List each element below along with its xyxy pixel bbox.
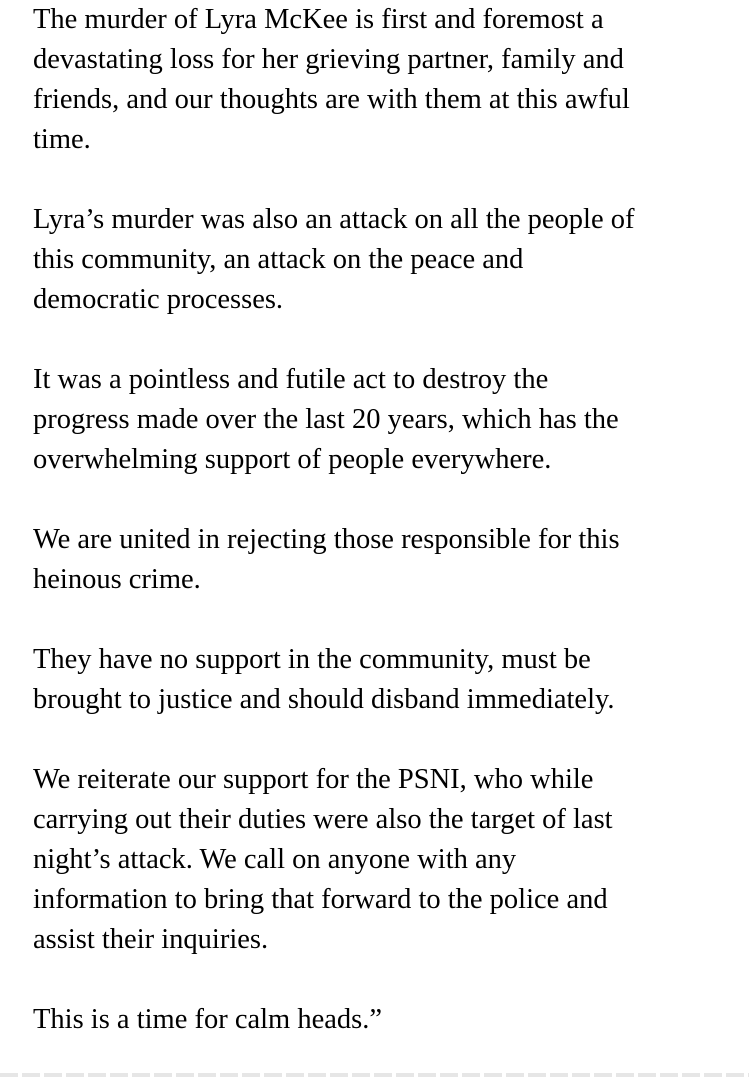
text-line: brought to justice and should disband immediately. — [33, 684, 615, 715]
statement-text — [33, 0, 733, 1080]
paragraph-2 — [33, 200, 733, 320]
text-line: carrying out their duties were also the target of last — [33, 804, 613, 835]
text-line: democratic processes. — [33, 284, 284, 315]
text-line: progress made over the last 20 years, which has the — [33, 404, 619, 435]
paragraph-4 — [33, 520, 733, 600]
paragraph-5 — [33, 640, 733, 720]
text-line: We are united in rejecting those responsible for this — [33, 524, 620, 555]
text-line: this community, an attack on the peace and — [33, 244, 524, 275]
text-line: heinous crime. — [33, 564, 201, 595]
bottom-divider — [0, 1073, 749, 1077]
text-line: time. — [33, 124, 91, 155]
paragraph-1 — [33, 0, 733, 160]
text-line: Lyra’s murder was also an attack on all the people of — [33, 204, 635, 235]
paragraph-7 — [33, 1000, 733, 1040]
text-line: They have no support in the community, must be — [33, 644, 591, 675]
text-line: It was a pointless and futile act to destroy the — [33, 364, 549, 395]
text-line: night’s attack. We call on anyone with any — [33, 844, 517, 875]
text-line: devastating loss for her grieving partner, family and — [33, 44, 624, 75]
text-line: assist their inquiries. — [33, 924, 269, 955]
text-line: overwhelming support of people everywhere. — [33, 444, 552, 475]
text-line: We reiterate our support for the PSNI, who while — [33, 764, 594, 795]
text-line: information to bring that forward to the police and — [33, 884, 608, 915]
text-line: friends, and our thoughts are with them at this awful — [33, 84, 630, 115]
paragraph-3 — [33, 360, 733, 480]
text-line: The murder of Lyra McKee is first and foremost a — [33, 4, 604, 35]
paragraph-6 — [33, 760, 733, 960]
text-line: This is a time for calm heads.” — [33, 1004, 383, 1035]
